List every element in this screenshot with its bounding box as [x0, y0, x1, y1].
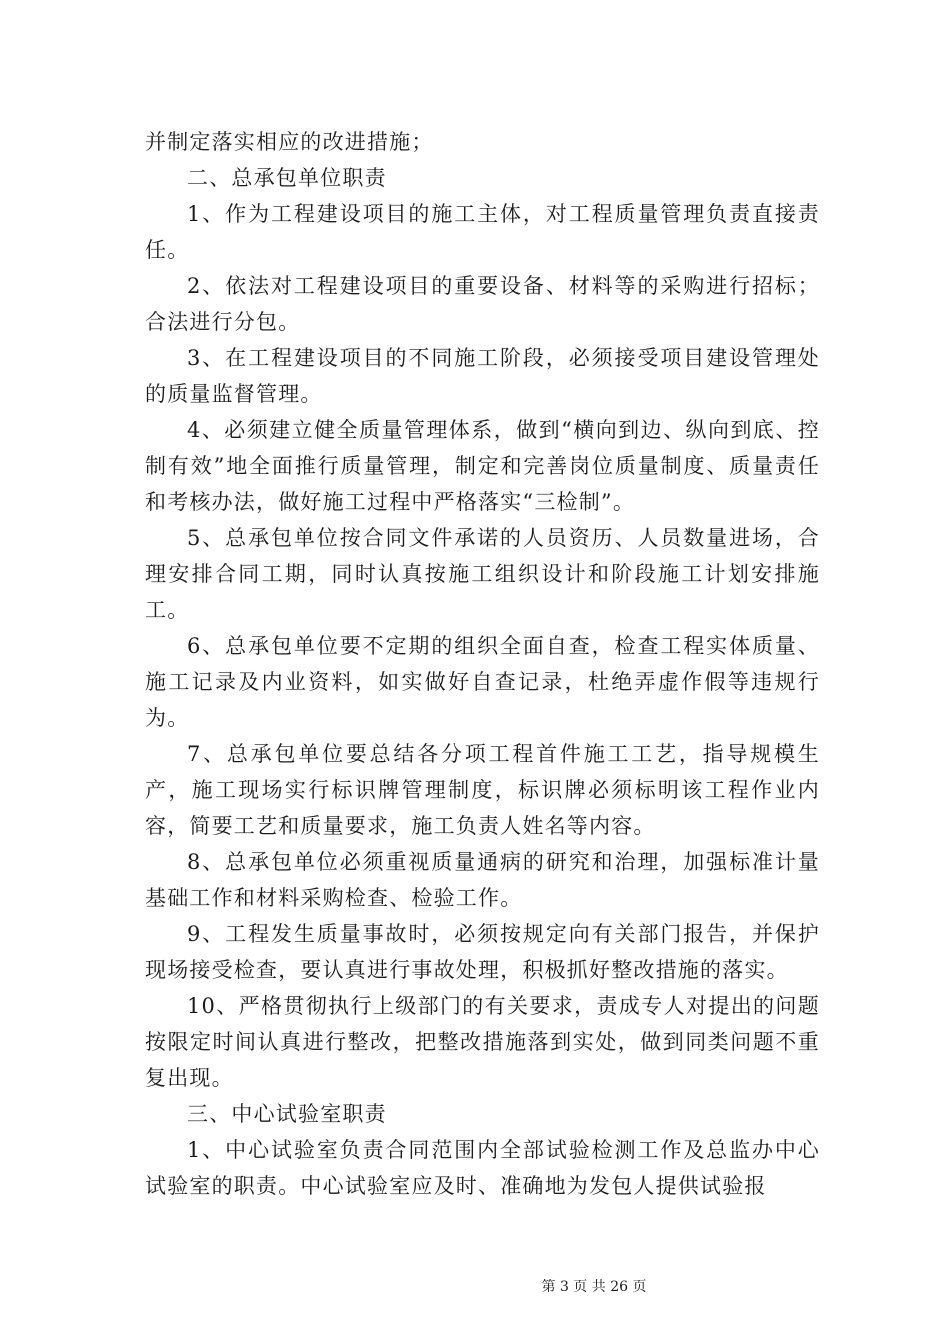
- paragraph: 10、严格贯彻执行上级部门的有关要求，责成专人对提出的问题按限定时间认真进行整改，把整改措施落到实处，做到同类问题不重复出现。: [145, 994, 820, 1090]
- paragraph: 6、总承包单位要不定期的组织全面自查，检查工程实体质量、施工记录及内业资料，如实做好自查记录，杜绝弄虚作假等违规行为。: [145, 634, 820, 730]
- page-footer: [0, 1278, 950, 1296]
- section-heading: 三、中心试验室职责: [187, 1102, 387, 1126]
- page-number-label: 第 3 页 共 26 页: [541, 1279, 647, 1295]
- paragraph: 9、工程发生质量事故时，必须按规定向有关部门报告，并保护现场接受检查，要认真进行事故处理，积极抓好整改措施的落实。: [145, 922, 820, 982]
- paragraph: 2、依法对工程建设项目的重要设备、材料等的采购进行招标；合法进行分包。: [145, 274, 820, 334]
- paragraph: 7、总承包单位要总结各分项工程首件施工工艺，指导规模生产，施工现场实行标识牌管理制度，标识牌必须标明该工程作业内容，简要工艺和质量要求，施工负责人姓名等内容。: [145, 742, 820, 838]
- paragraph: 并制定落实相应的改进措施；: [145, 130, 434, 154]
- section-heading: 二、总承包单位职责: [187, 166, 387, 190]
- paragraph: 5、总承包单位按合同文件承诺的人员资历、人员数量进场，合理安排合同工期，同时认真按施工组织设计和阶段施工计划安排施工。: [145, 526, 820, 622]
- paragraph: 3、在工程建设项目的不同施工阶段，必须接受项目建设管理处的质量监督管理。: [145, 346, 820, 406]
- paragraph: 4、必须建立健全质量管理体系，做到“横向到边、纵向到底、控制有效”地全面推行质量管理，制定和完善岗位质量制度、质量责任和考核办法，做好施工过程中严格落实“三检制”。: [145, 418, 820, 514]
- paragraph: 1、中心试验室负责合同范围内全部试验检测工作及总监办中心试验室的职责。中心试验室应及时、准确地为发包人提供试验报: [145, 1138, 820, 1198]
- paragraph: 8、总承包单位必须重视质量通病的研究和治理，加强标准计量基础工作和材料采购检查、检验工作。: [145, 850, 820, 910]
- document-body: [145, 124, 820, 1204]
- paragraph: 1、作为工程建设项目的施工主体，对工程质量管理负责直接责任。: [145, 202, 820, 262]
